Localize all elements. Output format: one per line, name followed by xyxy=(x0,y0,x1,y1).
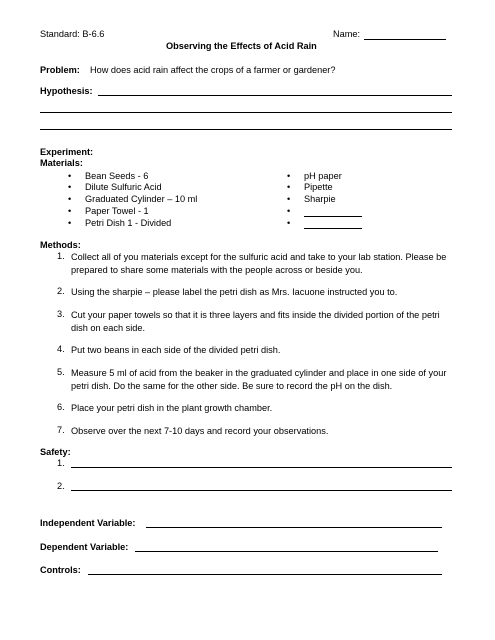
experiment-label: Experiment: xyxy=(40,147,94,157)
method-step: Cut your paper towels so that it is three layers and fits inside the divided portion of the petri dish on each side. xyxy=(71,310,440,333)
name-blank[interactable] xyxy=(364,39,446,40)
material-item: • Pipette xyxy=(304,182,333,192)
hypothesis-line-1[interactable] xyxy=(98,95,452,96)
material-item: • Bean Seeds - 6 xyxy=(85,171,148,181)
safety-number: 2. xyxy=(57,481,65,491)
method-number: 5. xyxy=(57,367,65,377)
method-step: Measure 5 ml of acid from the beaker in the graduated cylinder and place in one side of your petri dish. Do the same for the other side. Be sure to record the pH on the dish. xyxy=(71,368,447,391)
method-number: 7. xyxy=(57,425,65,435)
hypothesis-line-3[interactable] xyxy=(40,129,452,130)
page-title: Observing the Effects of Acid Rain xyxy=(166,41,317,51)
method-number: 6. xyxy=(57,402,65,412)
material-item: • Paper Towel - 1 xyxy=(85,206,149,216)
controls-line[interactable] xyxy=(88,574,442,575)
hypothesis-line-2[interactable] xyxy=(40,112,452,113)
method-step: Put two beans in each side of the divided petri dish. xyxy=(71,345,281,355)
problem-text: How does acid rain affect the crops of a farmer or gardener? xyxy=(90,65,336,75)
method-number: 1. xyxy=(57,251,65,261)
problem-label: Problem: xyxy=(40,65,80,75)
safety-number: 1. xyxy=(57,458,65,468)
material-item: • Graduated Cylinder – 10 ml xyxy=(85,194,197,204)
dependent-variable-line[interactable] xyxy=(135,551,438,552)
material-blank[interactable] xyxy=(304,218,362,229)
material-item: • Sharpie xyxy=(304,194,336,204)
standard-label: Standard: B-6.6 xyxy=(40,29,105,39)
controls-label: Controls: xyxy=(40,565,81,575)
hypothesis-label: Hypothesis: xyxy=(40,86,93,96)
materials-label: Materials: xyxy=(40,158,83,168)
name-label: Name: xyxy=(333,29,361,39)
method-number: 3. xyxy=(57,309,65,319)
safety-line-1[interactable] xyxy=(71,467,452,468)
independent-variable-line[interactable] xyxy=(146,527,442,528)
safety-label: Safety: xyxy=(40,447,71,457)
material-blank[interactable] xyxy=(304,206,362,217)
material-item: • Petri Dish 1 - Divided xyxy=(85,218,171,228)
safety-line-2[interactable] xyxy=(71,490,452,491)
method-step: Using the sharpie – please label the petri dish as Mrs. Iacuone instructed you to. xyxy=(71,287,398,297)
method-step: Place your petri dish in the plant growth chamber. xyxy=(71,403,273,413)
dependent-variable-label: Dependent Variable: xyxy=(40,542,129,552)
material-item: • pH paper xyxy=(304,171,342,181)
methods-label: Methods: xyxy=(40,240,81,250)
method-step: Observe over the next 7-10 days and record your observations. xyxy=(71,426,329,436)
method-number: 2. xyxy=(57,286,65,296)
independent-variable-label: Independent Variable: xyxy=(40,518,136,528)
method-number: 4. xyxy=(57,344,65,354)
material-item: • Dilute Sulfuric Acid xyxy=(85,182,162,192)
method-step: Collect all of you materials except for the sulfuric acid and take to your lab station. Please be prepared to share some materials with the people across or beside you. xyxy=(71,252,447,275)
